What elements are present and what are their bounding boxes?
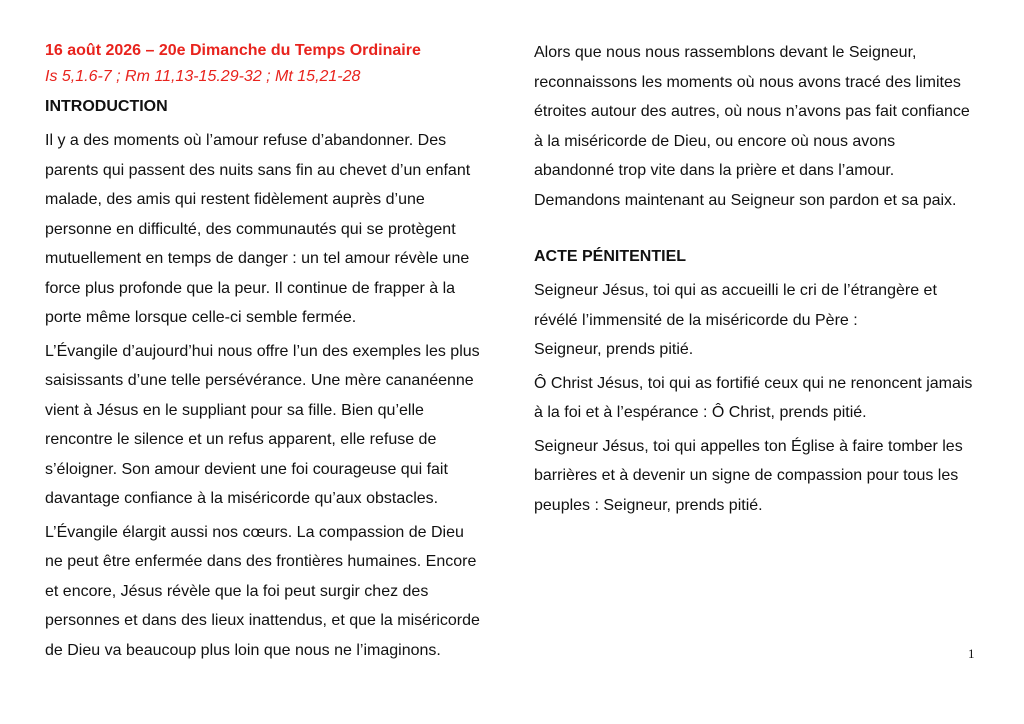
penitential-invocation-3: Seigneur Jésus, toi qui appelles ton Église à faire tomber les barrières et à devenir un signe de compassion pour tous les peuples : Seigneur, prends pitié.: [534, 437, 963, 514]
right-column: [534, 38, 974, 524]
penitential-act-title: ACTE PÉNITENTIEL: [534, 248, 687, 265]
penitential-invocation-1: Seigneur Jésus, toi qui as accueilli le cri de l’étrangère et révélé l’immensité de la miséricorde du Père :: [534, 282, 937, 329]
introduction-paragraph-3: L’Évangile élargit aussi nos cœurs. La compassion de Dieu ne peut être enfermée dans des frontières humaines. Encore et encore, Jésus révèle que la foi peut surgir chez des personnes et dans des lieux inattendus, et que la miséricorde de Dieu va beaucoup plus loin que nous ne l’imaginons.: [45, 523, 480, 659]
introduction-paragraph-4: Alors que nous nous rassemblons devant le Seigneur, reconnaissons les moments où nous avons tracé des limites étroites autour des autres, où nous n’avons pas fait confiance à la miséricorde de Dieu, ou encore où nous avons abandonné trop vite dans la prière et dans l’amour. Demandons maintenant au Seigneur son pardon et sa paix.: [534, 44, 970, 209]
readings-references: Is 5,1.6-7 ; Rm 11,13-15.29-32 ; Mt 15,21-28: [45, 68, 361, 85]
introduction-paragraph-1: Il y a des moments où l’amour refuse d’abandonner. Des parents qui passent des nuits sans fin au chevet d’un enfant malade, des amis qui restent fidèlement auprès d’une personne en difficulté, des communautés qui se protègent mutuellement en temps de danger : un tel amour révèle une force plus profonde que la peur. Il continue de frapper à la porte même lorsque celle-ci semble fermée.: [45, 132, 471, 326]
penitential-invocation-2: Ô Christ Jésus, toi qui as fortifié ceux qui ne renoncent jamais à la foi et à l’espérance : Ô Christ, prends pitié.: [534, 374, 973, 421]
page-number: 1: [968, 646, 975, 661]
introduction-title: INTRODUCTION: [45, 98, 168, 115]
penitential-response-1: Seigneur, prends pitié.: [534, 341, 694, 358]
left-column: [45, 38, 485, 669]
section-spacer: [534, 219, 974, 244]
date-title: 16 août 2026 – 20e Dimanche du Temps Ordinaire: [45, 42, 421, 59]
introduction-paragraph-2: L’Évangile d’aujourd’hui nous offre l’un des exemples les plus saisissants d’une telle persévérance. Une mère cananéenne vient à Jésus en le suppliant pour sa fille. Bien qu’elle rencontre le silence et un refus apparent, elle refuse de s’éloigner. Son amour devient une foi courageuse qui fait davantage confiance à la miséricorde qu’aux obstacles.: [45, 342, 480, 507]
